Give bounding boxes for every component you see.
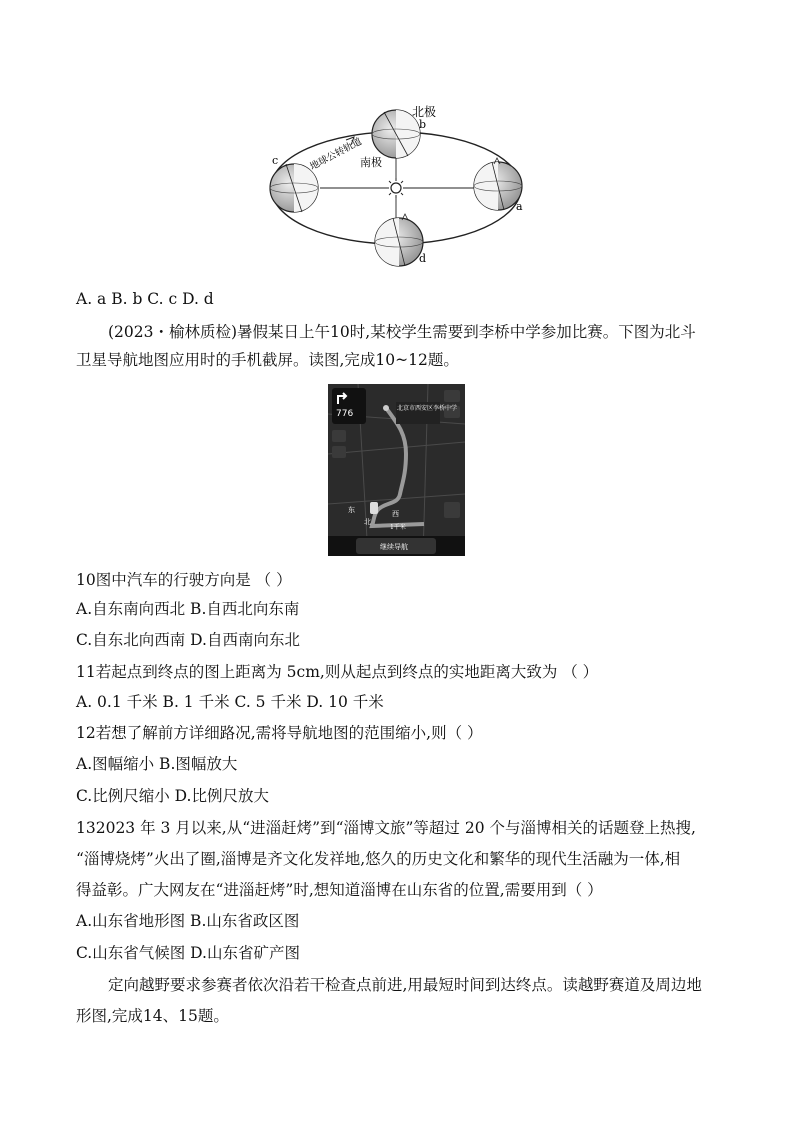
label-a: a: [516, 200, 523, 213]
q13-option-row2: C.山东省气候图 D.山东省矿产图: [76, 944, 300, 962]
label-orbit: 地球公转轨道: [308, 136, 364, 173]
q13-option-row1: A.山东省地形图 B.山东省政区图: [76, 912, 300, 930]
dir-east: 东: [348, 506, 355, 514]
q10-option-row2: C.自东北向西南 D.自西南向东北: [76, 631, 300, 649]
label-d: d: [419, 252, 427, 265]
intro-14-15-line1: 定向越野要求参赛者依次沿若干检查点前进,用最短时间到达终点。读越野赛道及周边地: [108, 976, 702, 994]
q12-option-row2: C.比例尺缩小 D.比例尺放大: [76, 787, 269, 805]
earth-a: [474, 158, 522, 210]
continue-nav-button[interactable]: 继续导航: [380, 543, 408, 551]
nav-screenshot: [328, 384, 465, 556]
q10-stem: 10图中汽车的行驶方向是 （ ）: [76, 571, 292, 589]
label-north-pole: 北极: [412, 105, 437, 119]
q10-option-row1: A.自东南向西北 B.自西北向东南: [76, 600, 300, 618]
dir-north: 北: [364, 518, 371, 526]
q12-stem: 12若想了解前方详细路况,需将导航地图的范围缩小,则（ ）: [76, 724, 483, 742]
q13-line3: 得益彰。广大网友在“进淄赶烤”时,想知道淄博在山东省的位置,需要用到（ ）: [76, 881, 603, 899]
q13-line1: 132023 年 3 月以来,从“进淄赶烤”到“淄博文旅”等超过 20 个与淄博相关的话题登上热搜,: [76, 819, 696, 837]
q11-option-row1: A. 0.1 千米 B. 1 千米 C. 5 千米 D. 10 千米: [76, 693, 384, 711]
label-c: c: [272, 154, 279, 167]
q13-line2: “淄博烧烤”火出了圈,淄博是齐文化发祥地,悠久的历史文化和繁华的现代生活融为一体,相: [76, 850, 681, 868]
earth-c: [270, 164, 318, 212]
q9-options: A. a B. b C. c D. d: [76, 290, 214, 308]
label-b: b: [419, 118, 427, 131]
scale-label: 1千米: [390, 524, 406, 531]
earth-d: [375, 214, 423, 266]
q11-stem: 11若起点到终点的图上距离为 5cm,则从起点到终点的实地距离大致为 （ ）: [76, 663, 599, 681]
intro-10-12-line1: (2023・榆林质检)暑假某日上午10时,某校学生需要到李桥中学参加比赛。下图为北斗: [108, 323, 696, 341]
label-south-pole: 南极: [360, 156, 382, 169]
destination-label: 北京市西安区李桥中学: [397, 405, 458, 412]
sun-icon: [386, 178, 406, 198]
q12-option-row1: A.图幅缩小 B.图幅放大: [76, 755, 238, 773]
intro-10-12-line2: 卫星导航地图应用时的手机截屏。读图,完成10~12题。: [76, 351, 459, 369]
earth-orbit-figure: [262, 100, 532, 275]
distance-readout: 776: [336, 409, 354, 419]
car-icon: [370, 502, 378, 514]
dir-west: 西: [392, 510, 399, 518]
intro-14-15-line2: 形图,完成14、15题。: [76, 1007, 229, 1025]
